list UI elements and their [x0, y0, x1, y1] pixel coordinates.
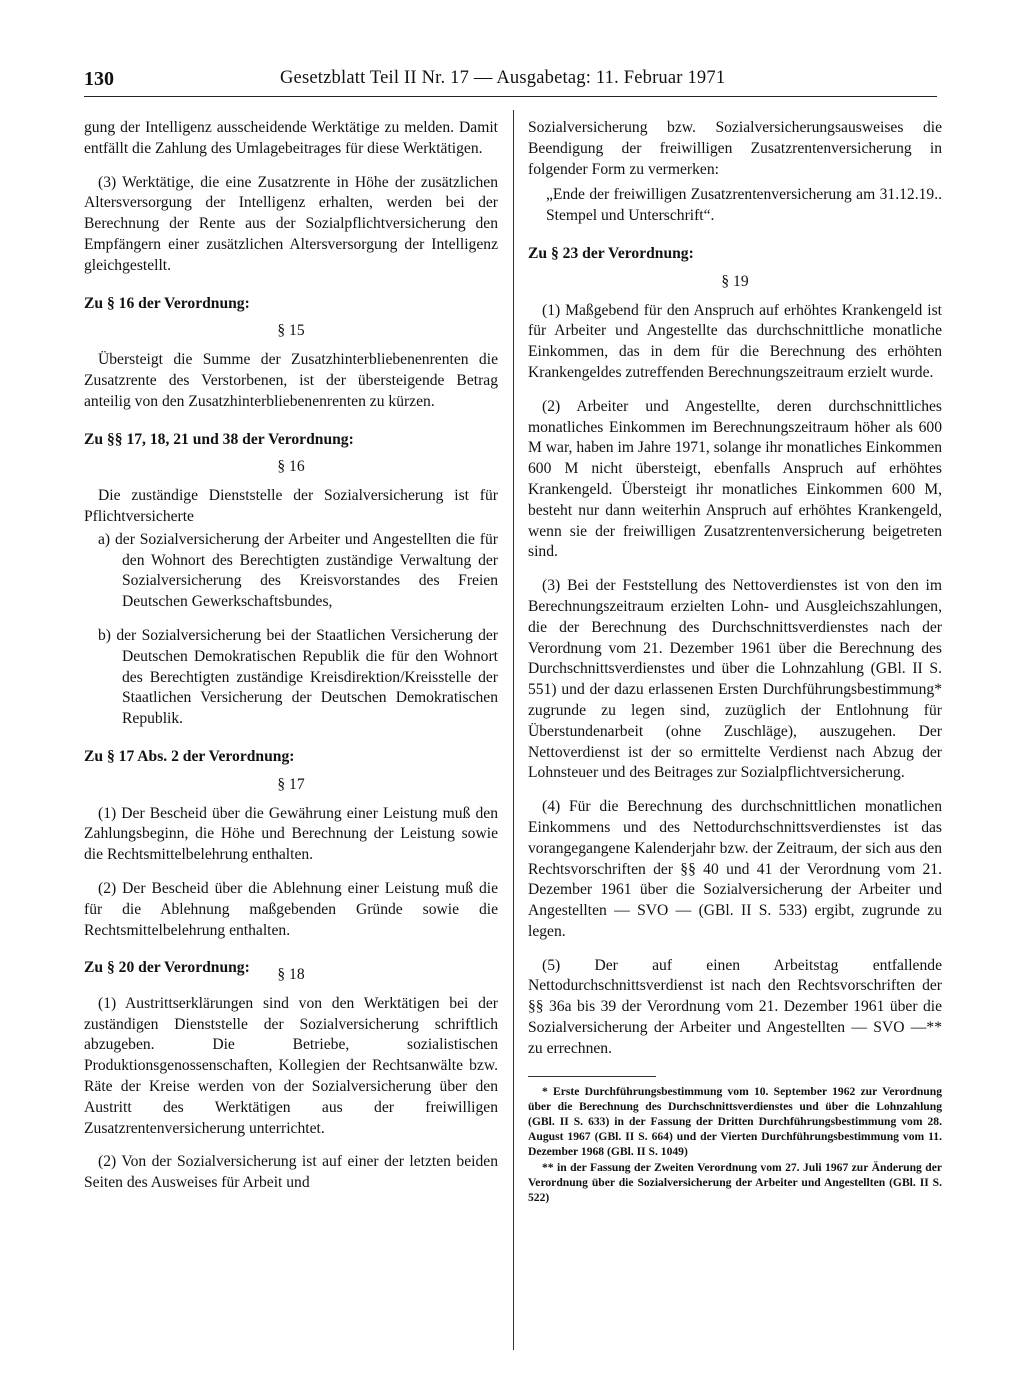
section-16-item-b: b) der Sozialversicherung bei der Staatlichen Versicherung der Deutschen Demokratischen Republik die für den Wohnort des Berechtigten zuständige Kreisdirektion/Kreisstelle der Staatlichen Versicherung der Deutschen Demokratischen Republik.	[98, 626, 498, 728]
left-column	[84, 118, 498, 1194]
heading-zu-16: Zu § 16 der Verordnung:	[84, 294, 250, 312]
section-18-title: § 18	[277, 966, 305, 984]
section-15-text: Übersteigt die Summe der Zusatzhinterbliebenenrenten die Zusatzrente des Verstorbenen, ist der übersteigende Betrag anteilig von den Zusatzhinterbliebenenrenten zu kürzen.	[84, 351, 498, 410]
section-16-intro: Die zuständige Dienststelle der Sozialversicherung ist für Pflichtversicherte	[84, 487, 498, 525]
footnote-1: * Erste Durchführungsbestimmung vom 10. September 1962 zur Verordnung über die Berechnung des Durchschnittsverdienstes und über die Lohnzahlung (GBl. II S. 633) in der Fassung der Dritten Durchführungsbestimmung vom 28. August 1967 (GBl. II S. 664) und der Vierten Durchführungsbestimmung vom 11. Dezember 1968 (GBl. II S. 1049)	[528, 1084, 942, 1159]
heading-zu-23: Zu § 23 der Verordnung:	[528, 244, 694, 262]
heading-zu-17-abs-2: Zu § 17 Abs. 2 der Verordnung:	[84, 747, 295, 765]
section-19-paragraph-5: (5) Der auf einen Arbeitstag entfallende Nettodurchschnittsverdienst ist nach den Rechtsvorschriften der §§ 36a bis 39 der Verordnung vom 21. Dezember 1961 über die Sozialversicherung der Arbeiter und Angestellten — SVO —** zu errechnen.	[528, 956, 942, 1057]
section-17-paragraph-2: (2) Der Bescheid über die Ablehnung einer Leistung muß die für die Ablehnung maßgebenden Gründe sowie die Rechtsmittelbelehrung enthalten.	[84, 879, 498, 939]
paragraph-3: (3) Werktätige, die eine Zusatzrente in Höhe der zusätzlichen Altersversorgung der Intelligenz erhalten, werden bei der Berechnung der Rente aus der Sozialpflichtversicherung den Empfängern einer zusätzlichen Altersversorgung der Intelligenz gleichgestellt.	[84, 173, 498, 274]
section-16-item-a: a) der Sozialversicherung der Arbeiter und Angestellten die für den Wohnort des Berechtigten zuständige Verwaltung der Sozialversicherung des Kreisvorstandes des Freien Deutschen Gewerkschaftsbundes,	[98, 530, 498, 611]
section-19-title: § 19	[721, 272, 749, 290]
section-17-title: § 17	[277, 775, 305, 793]
page-header	[84, 66, 937, 97]
footnote-2: ** in der Fassung der Zweiten Verordnung vom 27. Juli 1967 zur Änderung der Verordnung über die Sozialversicherung der Arbeiter und Angestellten (GBl. II S. 522)	[528, 1160, 942, 1205]
section-18-paragraph-1: (1) Austrittserklärungen sind von den Werktätigen bei der zuständigen Dienststelle der Sozialversicherung schriftlich abzugeben. Die Betriebe, sozialistischen Produktionsgenossenschaften, Kollegien der Rechtsanwälte bzw. Räte der Kreise werden von der Sozialversicherung über den Austritt des Werktätigen aus der freiwilligen Zusatzrentenversicherung unterrichtet.	[84, 994, 498, 1137]
page-number: 130	[84, 68, 114, 90]
section-19-paragraph-4: (4) Für die Berechnung des durchschnittlichen monatlichen Einkommens und des Nettodurchschnittsverdienstes ist das vorangegangene Kalenderjahr bzw. der Zeitraum, der sich aus den Rechtsvorschriften der §§ 40 und 41 der Verordnung vom 21. Dezember 1961 über die Sozialversicherung der Arbeiter und Angestellten — SVO — (GBl. II S. 533) ergibt, zugrunde zu legen.	[528, 798, 942, 940]
heading-zu-20: Zu § 20 der Verordnung:	[84, 959, 250, 977]
running-head: Gesetzblatt Teil II Nr. 17 — Ausgabetag: 11. Februar 1971	[280, 68, 726, 88]
column-divider	[513, 110, 514, 1350]
quoted-notation: „Ende der freiwilligen Zusatzrentenversicherung am 31.12.19.. Stempel und Unterschrift“.	[546, 186, 942, 225]
section-19-paragraph-1: (1) Maßgebend für den Anspruch auf erhöhtes Krankengeld ist für Arbeiter und Angestellte das durchschnittliche monatliche Einkommen, das in dem für die Berechnung des erhöhten Krankengeldes zutreffenden Berechnungszeitraum erzielt wurde.	[528, 301, 942, 381]
paragraph-continuation-right: Sozialversicherung bzw. Sozialversicherungsausweises die Beendigung der freiwilligen Zusatzrentenversicherung in folgender Form zu vermerken:	[528, 119, 942, 178]
heading-zu-17-18-21-38: Zu §§ 17, 18, 21 und 38 der Verordnung:	[84, 430, 354, 448]
paragraph-continuation: gung der Intelligenz ausscheidende Werktätige zu melden. Damit entfällt die Zahlung des Umlagebeitrages für diese Werktätigen.	[84, 119, 498, 157]
footnotes	[528, 1077, 942, 1206]
section-19-paragraph-2: (2) Arbeiter und Angestellte, deren durchschnittliches monatliches Einkommen im Berechnungszeitraum höher als 600 M war, haben im Jahre 1971, solange ihr monatliches Einkommen 600 M nicht übersteigt, ebenfalls Anspruch auf erhöhtes Krankengeld. Übersteigt ihr monatliches Einkommen 600 M, besteht nur dann weiterhin Anspruch auf erhöhtes Krankengeld, wenn sie der freiwilligen Zusatzrentenversicherung beigetreten sind.	[528, 397, 942, 561]
section-15-title: § 15	[277, 322, 305, 340]
section-19-paragraph-3: (3) Bei der Feststellung des Nettoverdienstes ist von den im Berechnungszeitraum erzielten Lohn- und Ausgleichszahlungen, die der Berechnung des Durchschnittsverdienstes nach der Verordnung vom 21. Dezember 1961 über die Berechnung des Durchschnittsverdienstes und über die Lohnzahlung (GBl. II S. 551) und der dazu erlassenen Ersten Durchführungsbestimmung* zugrunde zu legen sind, zuzüglich der Entlohnung für Überstundenarbeit (ohne Zuschläge), auszugehen. Der Nettoverdienst ist der so ermittelte Verdienst nach Abzug der Lohnsteuer und des Beitrages zur Sozialpflichtversicherung.	[528, 577, 942, 782]
section-18-paragraph-2: (2) Von der Sozialversicherung ist auf einer der letzten beiden Seiten des Ausweises für Arbeit und	[84, 1153, 498, 1192]
section-16-title: § 16	[277, 458, 305, 476]
right-column	[528, 118, 942, 1205]
section-17-paragraph-1: (1) Der Bescheid über die Gewährung einer Leistung muß den Zahlungsbeginn, die Höhe und Berechnung der Leistung sowie die Rechtsmittelbelehrung enthalten.	[84, 804, 498, 864]
